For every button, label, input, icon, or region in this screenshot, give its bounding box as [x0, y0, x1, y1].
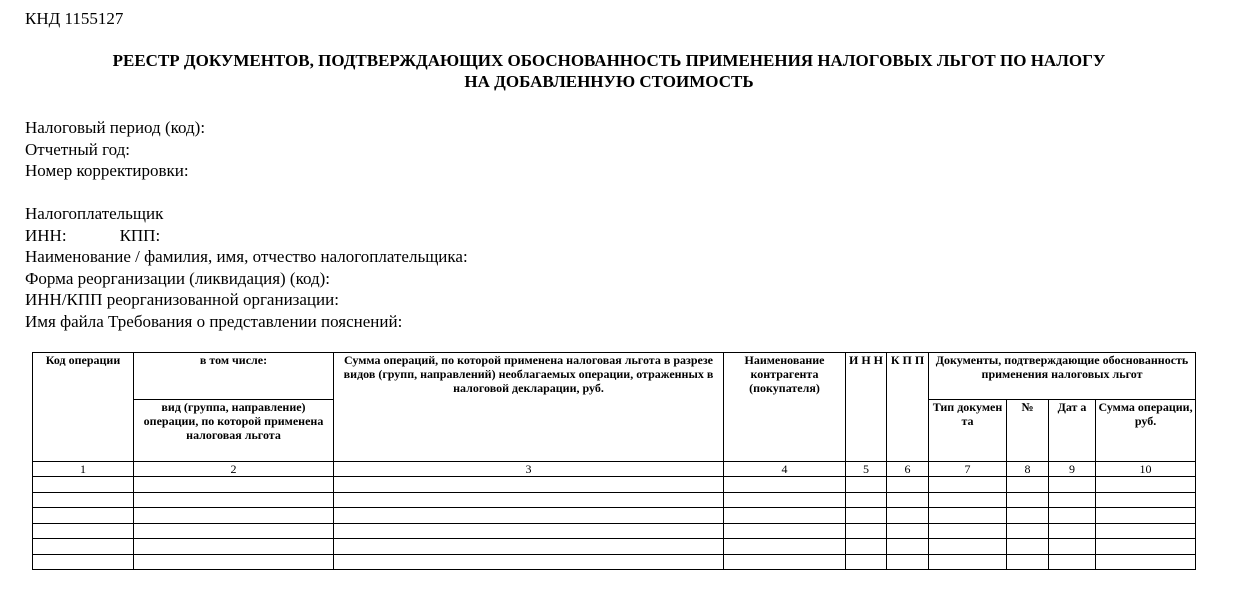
title-line-2: НА ДОБАВЛЕННУЮ СТОИМОСТЬ: [464, 72, 754, 91]
column-number: 10: [1096, 462, 1196, 477]
column-number: 1: [33, 462, 134, 477]
taxpayer-fields: [25, 203, 468, 332]
reorg-form-label: Форма реорганизации (ликвидация) (код):: [25, 268, 331, 288]
title-line-1: РЕЕСТР ДОКУМЕНТОВ, ПОДТВЕРЖДАЮЩИХ ОБОСНОВАННОСТЬ ПРИМЕНЕНИЯ НАЛОГОВЫХ ЛЬГОТ ПО НАЛОГУ: [112, 51, 1106, 70]
header-operation-amount: Сумма операции, руб.: [1096, 400, 1196, 462]
inn-kpp-line: [25, 225, 468, 247]
reorg-inn-kpp-label: ИНН/КПП реорганизованной организации:: [25, 290, 339, 309]
correction-number-label: Номер корректировки:: [25, 161, 189, 180]
taxpayer-heading: Налогоплательщик: [25, 204, 164, 223]
registry-table: [32, 352, 1196, 570]
page-title: [0, 50, 1218, 92]
header-document-type: Тип докумен та: [929, 400, 1007, 462]
column-number: 2: [134, 462, 334, 477]
table-row: [33, 508, 1196, 524]
column-number: 8: [1007, 462, 1049, 477]
tax-period-label: Налоговый период (код):: [25, 118, 206, 137]
header-kpp: К П П: [887, 353, 929, 462]
period-fields: [25, 117, 205, 182]
header-including: в том числе:: [134, 353, 334, 400]
header-counterparty: Наименование контрагента (покупателя): [724, 353, 846, 462]
header-documents-group: Документы, подтверждающие обоснованность применения налоговых льгот: [929, 353, 1196, 400]
taxpayer-name-label: Наименование / фамилия, имя, отчество налогоплательщика:: [25, 247, 468, 266]
column-number: 7: [929, 462, 1007, 477]
inn-label: ИНН:: [25, 225, 67, 245]
table-row: [33, 554, 1196, 570]
column-number: 4: [724, 462, 846, 477]
header-operations-sum: Сумма операций, по которой применена налоговая льгота в разрезе видов (групп, направлений) необлагаемых операции, отраженных в налоговой декларации, руб.: [334, 353, 724, 462]
column-number: 3: [334, 462, 724, 477]
column-numbers-row: [33, 462, 1196, 477]
table-row: [33, 539, 1196, 555]
column-number: 9: [1049, 462, 1096, 477]
header-document-number: №: [1007, 400, 1049, 462]
header-operation-type: вид (группа, направление) операции, по которой применена налоговая льгота: [134, 400, 334, 462]
table-row: [33, 492, 1196, 508]
form-code: КНД 1155127: [25, 9, 124, 28]
request-file-label: Имя файла Требования о представлении пояснений:: [25, 311, 403, 331]
header-inn: И Н Н: [846, 353, 887, 462]
header-document-date: Дат а: [1049, 400, 1096, 462]
column-number: 5: [846, 462, 887, 477]
report-year-label: Отчетный год:: [25, 139, 131, 159]
table-row: [33, 477, 1196, 493]
kpp-label: КПП:: [119, 225, 161, 245]
column-number: 6: [887, 462, 929, 477]
header-operation-code: Код операции: [33, 353, 134, 462]
table-row: [33, 523, 1196, 539]
